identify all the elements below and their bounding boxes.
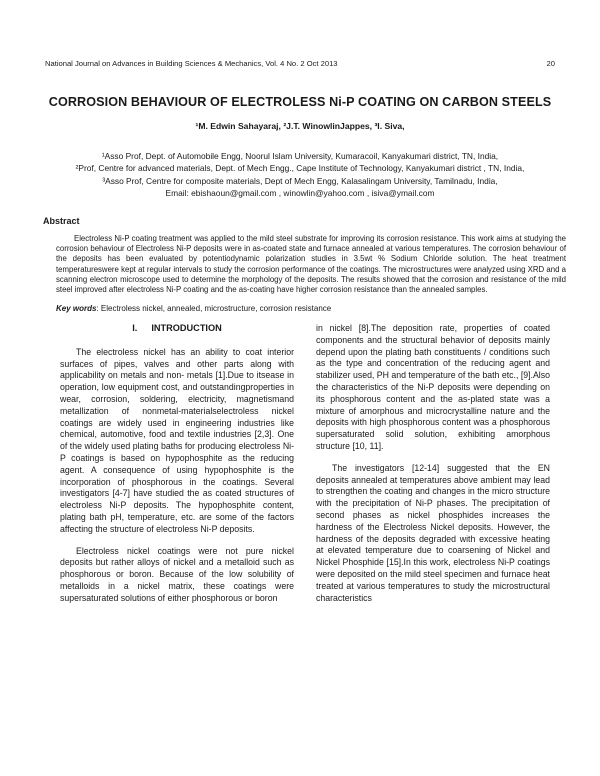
keywords — [56, 304, 566, 313]
author-emails: Email: ebishaoun@gmail.com , winowlin@yahoo.com , isiva@ymail.com — [165, 187, 435, 198]
section-number: I. — [132, 323, 138, 333]
paragraph: The investigators [12-14] suggested that the EN deposits annealed at temperatures above ambient may lead to strengthen the coating and changes in the micro structure with the precipitation of Ni-P phases. The precipitation of second phases as nickel phosphides increases the hardness of the Electroless Nickel deposits. However, the hardness of the deposits degraded with excessive heating at elevated temperature due to coarsening of Nickel and Nickel Phosphide [15].In this work, electroless Ni-P coatings were deposited on the mild steel specimen and furnace heat treated at various temperatures to study the microstructural characteristics — [316, 462, 550, 603]
affiliations — [20, 150, 580, 199]
abstract-body — [56, 234, 566, 295]
paper-title: CORROSION BEHAVIOUR OF ELECTROLESS Ni-P COATING ON CARBON STEELS — [48, 95, 552, 109]
section-title: INTRODUCTION — [151, 323, 222, 333]
keywords-label: Key words — [56, 304, 97, 313]
affiliation-1: ¹Asso Prof, Dept. of Automobile Engg, Noorul Islam University, Kumaracoil, Kanyakumari district, TN, India, — [101, 151, 499, 161]
abstract-heading: Abstract — [43, 216, 80, 226]
running-header — [45, 59, 555, 71]
affiliation-2: ²Prof, Centre for advanced materials, Dept. of Mech Engg., Cape Institute of Technology, Kanyakumari district , TN, India, — [75, 163, 525, 174]
abstract-text: Electroless Ni-P coating treatment was applied to the mild steel substrate for improving its corrosion resistance. This work aims at studying the corrosion behaviour of Electroless Ni-P deposits were in as-coated state and furnace annealed at various temperatures. The corrosion behaviour of the deposits has been evaluated by potentiodynamic polarization studies in 3.5wt % Sodium Chloride solution. The heat treatment temperatureswere kept at regular intervals to study the corrosion performance of the coatings. The microstructures were analyzed using XRD and a scanning electron microscope used to determine the morphology of the deposits. The results showed that the corrosion and resistance of the mild steel improved after electroless Ni-P coating and the as-coating have higher corrosion resistance than the annealed samples. — [56, 234, 566, 295]
paragraph: The electroless nickel has an ability to coat interior surfaces of pipes, valves and other parts along with applicability on metals and non- metals [1].Due to itsease in operation, low equipment cost, and outstandingproperties in wear, corrosion, soldering, electricity, magnetismand metallization of nonmetal-materialselectroless nickel coatings are widely used in engineering industries like chemical, automotive, food and textile industries [2,3]. One of the widely used plating baths for producing electroless Ni-P coatings is based on hypophosphite as the reducing agent. A consequence of using hypophosphite is the incorporation of phosphorous in the coatings. Several investigators [4-7] have studied the as coated structures of electroless Ni-P deposits. The hypophosphite content, plating bath pH, temperature, etc. are some of the factors affecting the structure of electroless Ni-P deposits. — [60, 346, 294, 534]
page-number: 20 — [546, 59, 555, 68]
journal-citation: National Journal on Advances in Building Sciences & Mechanics, Vol. 4 No. 2 Oct 2013 — [45, 59, 338, 68]
paragraph: Electroless nickel coatings were not pure nickel deposits but rather alloys of nickel and a metalloid such as phosphorous or boron. Because of the low solubility of metalloids in a nickel matrix, these coatings were supersaturated solutions of either phosphorous or boron — [60, 545, 294, 603]
right-column — [316, 323, 550, 614]
left-column — [60, 323, 294, 615]
section-heading — [60, 323, 294, 335]
author-list: ¹M. Edwin Sahayaraj, ²J.T. WinowlinJappes, ³I. Siva, — [195, 121, 405, 131]
keywords-text: : Electroless nickel, annealed, microstructure, corrosion resistance — [96, 304, 332, 313]
affiliation-3: ³Asso Prof, Centre for composite materials, Dept of Mech Engg, Kalasalingam University, Tamilnadu, India, — [102, 175, 498, 186]
paragraph: in nickel [8].The deposition rate, properties of coated components and the structural behavior of deposits mainly depend upon the plating bath constituents / conditions such as the type and concentration of the reducing agent and stabilizer used, PH and temperature of the bath etc., [9].Also the characteristics of the Ni-P deposits were depending on its phosphorous content and the as-plated state was a mixture of amorphous and microcrystalline nature and the deposits with high phosphorous content was a phosphorous supersaturated solid solution, exhibiting amorphous structure [10, 11]. — [316, 323, 550, 451]
